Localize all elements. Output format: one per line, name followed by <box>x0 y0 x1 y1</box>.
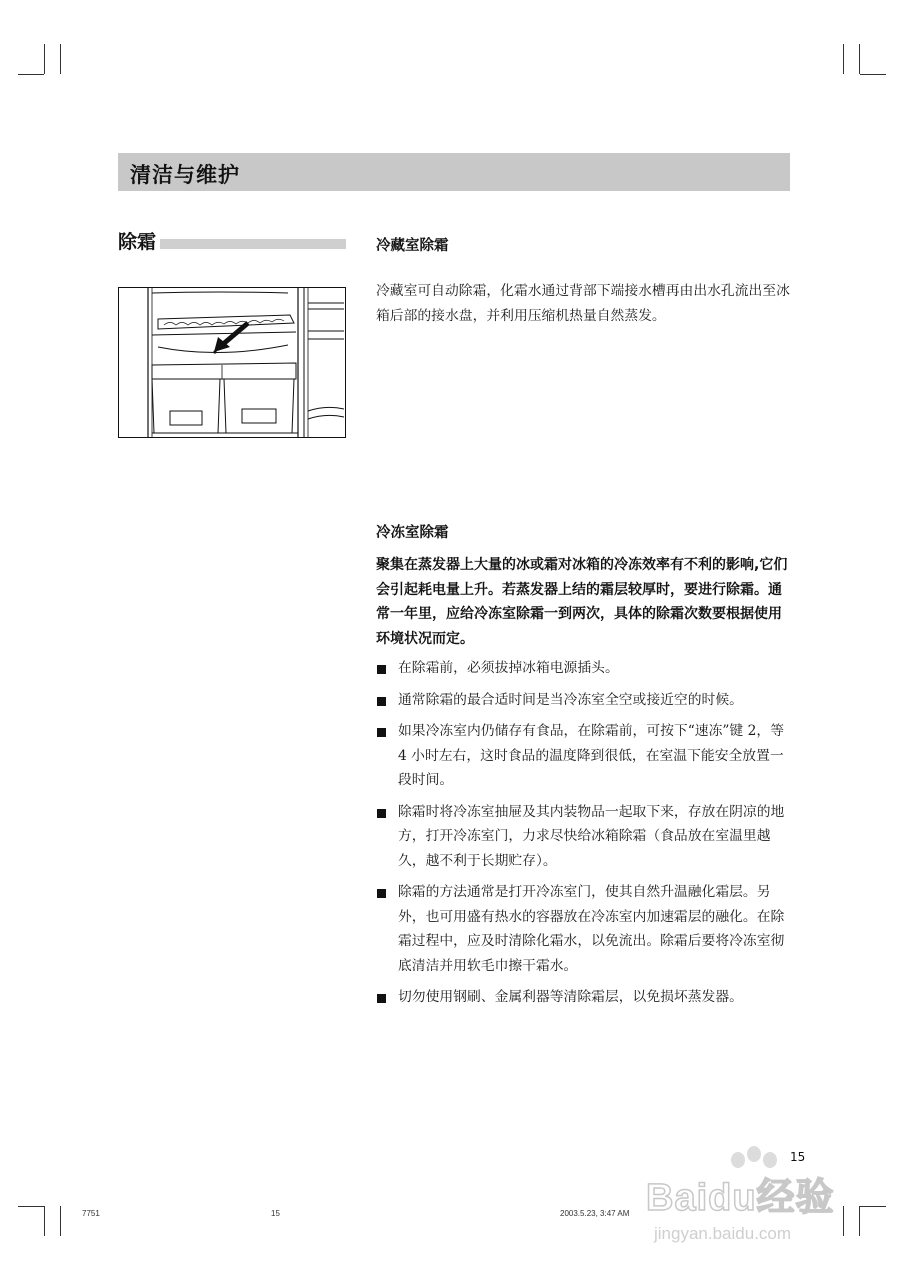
bullet-square-icon <box>377 728 386 737</box>
crop-mark <box>18 74 44 75</box>
footer-left: 7751 <box>82 1209 100 1218</box>
section-header <box>118 153 790 191</box>
crop-mark <box>843 44 844 74</box>
footer-right: 2003.5.23, 3:47 AM <box>560 1209 630 1218</box>
bullet-square-icon <box>377 994 386 1003</box>
fridge-illustration <box>118 287 346 438</box>
list-item <box>376 880 790 978</box>
crop-mark <box>60 44 61 74</box>
crop-mark <box>860 74 886 75</box>
list-item <box>376 800 790 874</box>
subsection-rule <box>160 239 346 249</box>
fridge-defrost-text: 冷藏室可自动除霜，化霜水通过背部下端接水槽再由出水孔流出至冰箱后部的接水盘，并利用压缩机热量自然蒸发。 <box>376 283 790 324</box>
list-item-text: 在除霜前，必须拔掉冰箱电源插头。 <box>398 660 619 676</box>
defrost-steps-list <box>376 656 790 1017</box>
crop-mark <box>860 1206 886 1207</box>
bullet-square-icon <box>377 889 386 898</box>
bullet-square-icon <box>377 697 386 706</box>
subsection-title: 除霜 <box>118 231 157 253</box>
section-title: 清洁与维护 <box>130 163 240 187</box>
list-item-text: 切勿使用钢刷、金属利器等清除霜层，以免损坏蒸发器。 <box>398 989 743 1005</box>
freezer-defrost-intro: 聚集在蒸发器上大量的冰或霜对冰箱的冷冻效率有不利的影响,它们会引起耗电量上升。若蒸发器上结的霜层较厚时，要进行除霜。通常一年里，应给冷冻室除霜一到两次，具体的除霜次数要根据使用环境状况而定。 <box>376 557 788 647</box>
freezer-defrost-heading: 冷冻室除霜 <box>376 525 449 541</box>
crop-mark <box>44 44 45 74</box>
watermark-sub: jingyan.baidu.com <box>654 1224 792 1243</box>
list-item <box>376 688 790 713</box>
list-item <box>376 719 790 793</box>
list-item <box>376 656 790 681</box>
list-item-text: 通常除霜的最合适时间是当冷冻室全空或接近空的时候。 <box>398 691 743 708</box>
fridge-defrost-heading: 冷藏室除霜 <box>376 238 449 254</box>
list-item-text: 如果冷冻室内仍储存有食品，在除霜前，可按下“速冻”键 2，等 4 小时左右，这时食品的温度降到很低，在室温下能安全放置一段时间。 <box>398 723 784 788</box>
crop-mark <box>44 1206 45 1236</box>
bullet-square-icon <box>377 809 386 818</box>
bullet-square-icon <box>377 665 386 674</box>
watermark-main: Baidu经验 <box>646 1177 835 1219</box>
footer-center: 15 <box>271 1209 280 1218</box>
crop-mark <box>60 1206 61 1236</box>
crop-mark <box>859 44 860 74</box>
crop-mark <box>859 1206 860 1236</box>
list-item-text: 除霜的方法通常是打开冷冻室门，使其自然升温融化霜层。另外，也可用盛有热水的容器放在冷冻室内加速霜层的融化。在除霜过程中，应及时清除化霜水，以免流出。除霜后要将冷冻室彻底清洁并用软毛巾擦干霜水。 <box>398 884 785 974</box>
crop-mark <box>18 1206 44 1207</box>
list-item <box>376 985 790 1010</box>
baidu-watermark <box>640 1146 856 1256</box>
list-item-text: 除霜时将冷冻室抽屉及其内装物品一起取下来，存放在阴凉的地方，打开冷冻室门，力求尽快给冰箱除霜（食品放在室温里越久，越不利于长期贮存）。 <box>398 803 785 869</box>
page-number: 15 <box>790 1150 806 1164</box>
